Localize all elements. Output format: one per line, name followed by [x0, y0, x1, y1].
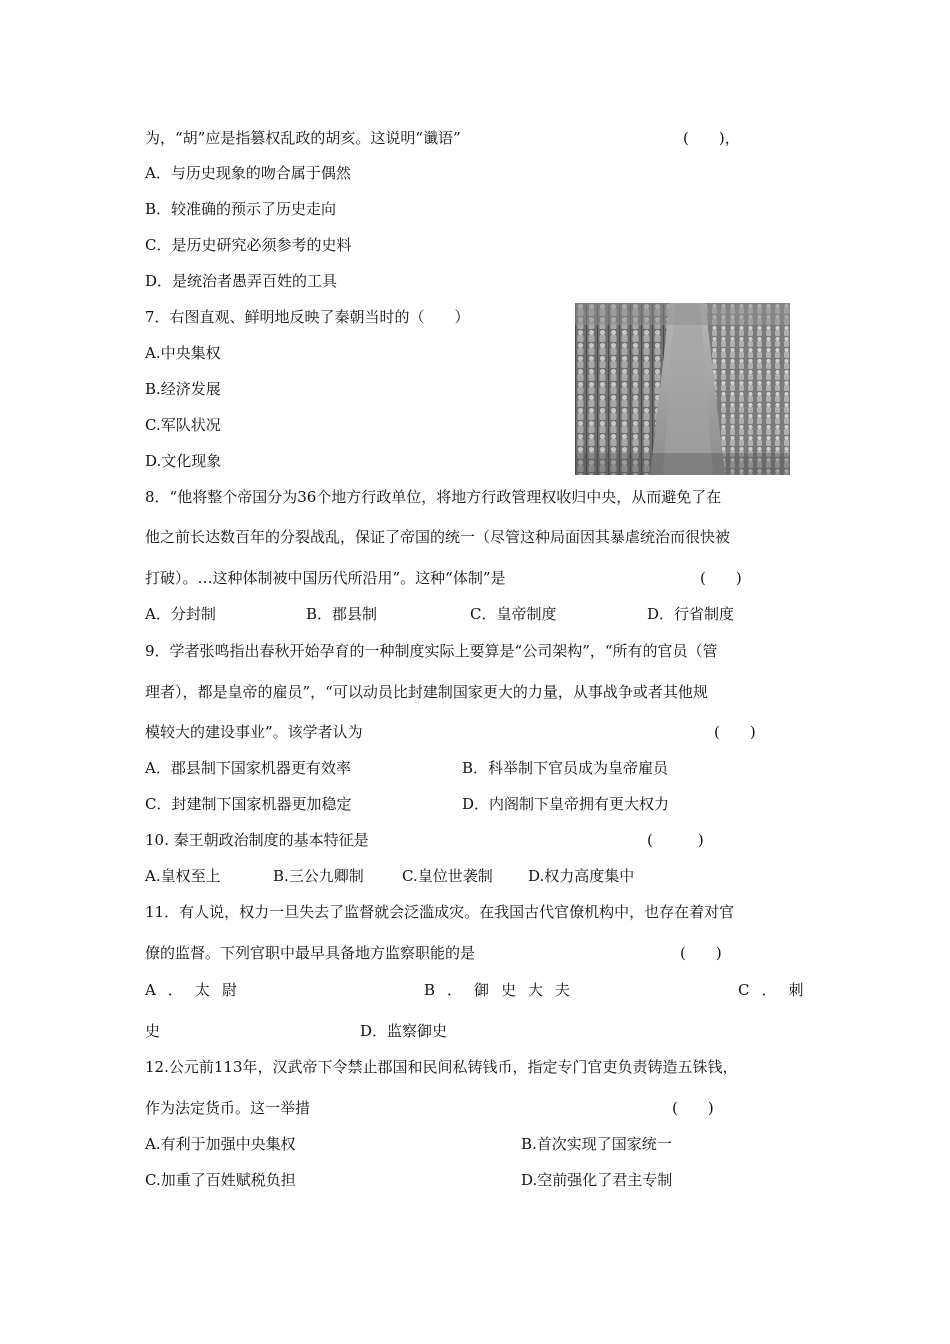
q10-option-c: C.皇位世袭制 [402, 867, 493, 885]
q12-stem-line-2: 作为法定货币。这一举措 [145, 1099, 311, 1117]
q8-option-b: B．郡县制 [306, 605, 378, 623]
q8-answer-paren: ( ) [700, 569, 742, 587]
q7-option-a: A.中央集权 [145, 344, 221, 362]
q6-option-c: C．是历史研究必须参考的史料 [145, 236, 352, 254]
q9-stem-line-1: 9．学者张鸣指出春秋开始孕育的一种制度实际上要算是“公司架构”，“所有的官员（管 [145, 642, 718, 660]
q10-answer-paren: ( ) [647, 831, 704, 849]
q8-stem-line-1: 8．“他将整个帝国分为36个地方行政单位，将地方行政管理权收归中央，从而避免了在 [145, 488, 722, 506]
q6-stem: 为，“胡”应是指篡权乱政的胡亥。这说明“谶语” [145, 129, 461, 147]
q8-stem-line-3: 打破）。…这种体制被中国历代所沿用”。这种“体制”是 [145, 569, 506, 587]
q9-option-a: A．郡县制下国家机器更有效率 [145, 759, 351, 777]
q9-option-c: C．封建制下国家机器更加稳定 [145, 795, 352, 813]
q7-option-b: B.经济发展 [145, 380, 221, 398]
q9-stem-line-2: 理者），都是皇帝的雇员”，“可以动员比封建制国家更大的力量，从事战争或者其他规 [145, 683, 708, 701]
q11-option-c: C．刺 [738, 981, 816, 999]
q9-option-b: B．科举制下官员成为皇帝雇员 [462, 759, 669, 777]
q7-option-c: C.军队状况 [145, 416, 221, 434]
q7-stem: 7．右图直观、鲜明地反映了秦朝当时的（ ） [145, 308, 470, 326]
q9-stem-line-3: 模较大的建设事业”。该学者认为 [145, 723, 363, 741]
terracotta-army-photo [575, 303, 790, 475]
q10-stem: 10. 秦王朝政治制度的基本特征是 [145, 831, 369, 849]
q8-option-d: D．行省制度 [647, 605, 735, 623]
q8-option-c: C．皇帝制度 [470, 605, 557, 623]
q6-option-a: A．与历史现象的吻合属于偶然 [145, 164, 351, 182]
q10-option-b: B.三公九卿制 [273, 867, 364, 885]
q8-option-a: A．分封制 [145, 605, 216, 623]
q6-option-d: D．是统治者愚弄百姓的工具 [145, 272, 338, 290]
q12-option-d: D.空前强化了君主专制 [521, 1171, 673, 1189]
q12-option-a: A.有利于加强中央集权 [145, 1135, 296, 1153]
q11-answer-paren: ( ) [680, 944, 722, 962]
q12-stem-line-1: 12.公元前113年，汉武帝下令禁止郡国和民间私铸钱币，指定专门官吏负责铸造五铢钱， [145, 1058, 738, 1076]
q11-option-d: D．监察御史 [360, 1022, 448, 1040]
q11-option-a: A．太尉 [145, 981, 249, 999]
q7-option-d: D.文化现象 [145, 452, 222, 470]
q9-answer-paren: ( ) [714, 723, 756, 741]
q11-stem-line-1: 11．有人说，权力一旦失去了监督就会泛滥成灾。在我国古代官僚机构中，也存在着对官 [145, 903, 735, 921]
q6-answer-paren: ( )， [683, 129, 740, 147]
q11-option-c-continued: 史 [145, 1022, 161, 1040]
q8-stem-line-2: 他之前长达数百年的分裂战乱，保证了帝国的统一（尽管这种局面因其暴虐统治而很快被 [145, 528, 731, 546]
q11-option-b: B．御史大夫 [424, 981, 583, 999]
q11-stem-line-2: 僚的监督。下列官职中最早具备地方监察职能的是 [145, 944, 476, 962]
q12-option-b: B.首次实现了国家统一 [521, 1135, 672, 1153]
q12-option-c: C.加重了百姓赋税负担 [145, 1171, 296, 1189]
q6-option-b: B．较准确的预示了历史走向 [145, 200, 337, 218]
q12-answer-paren: ( ) [672, 1099, 714, 1117]
q10-option-a: A.皇权至上 [145, 867, 221, 885]
q9-option-d: D．内阁制下皇帝拥有更大权力 [462, 795, 670, 813]
q10-option-d: D.权力高度集中 [528, 867, 635, 885]
